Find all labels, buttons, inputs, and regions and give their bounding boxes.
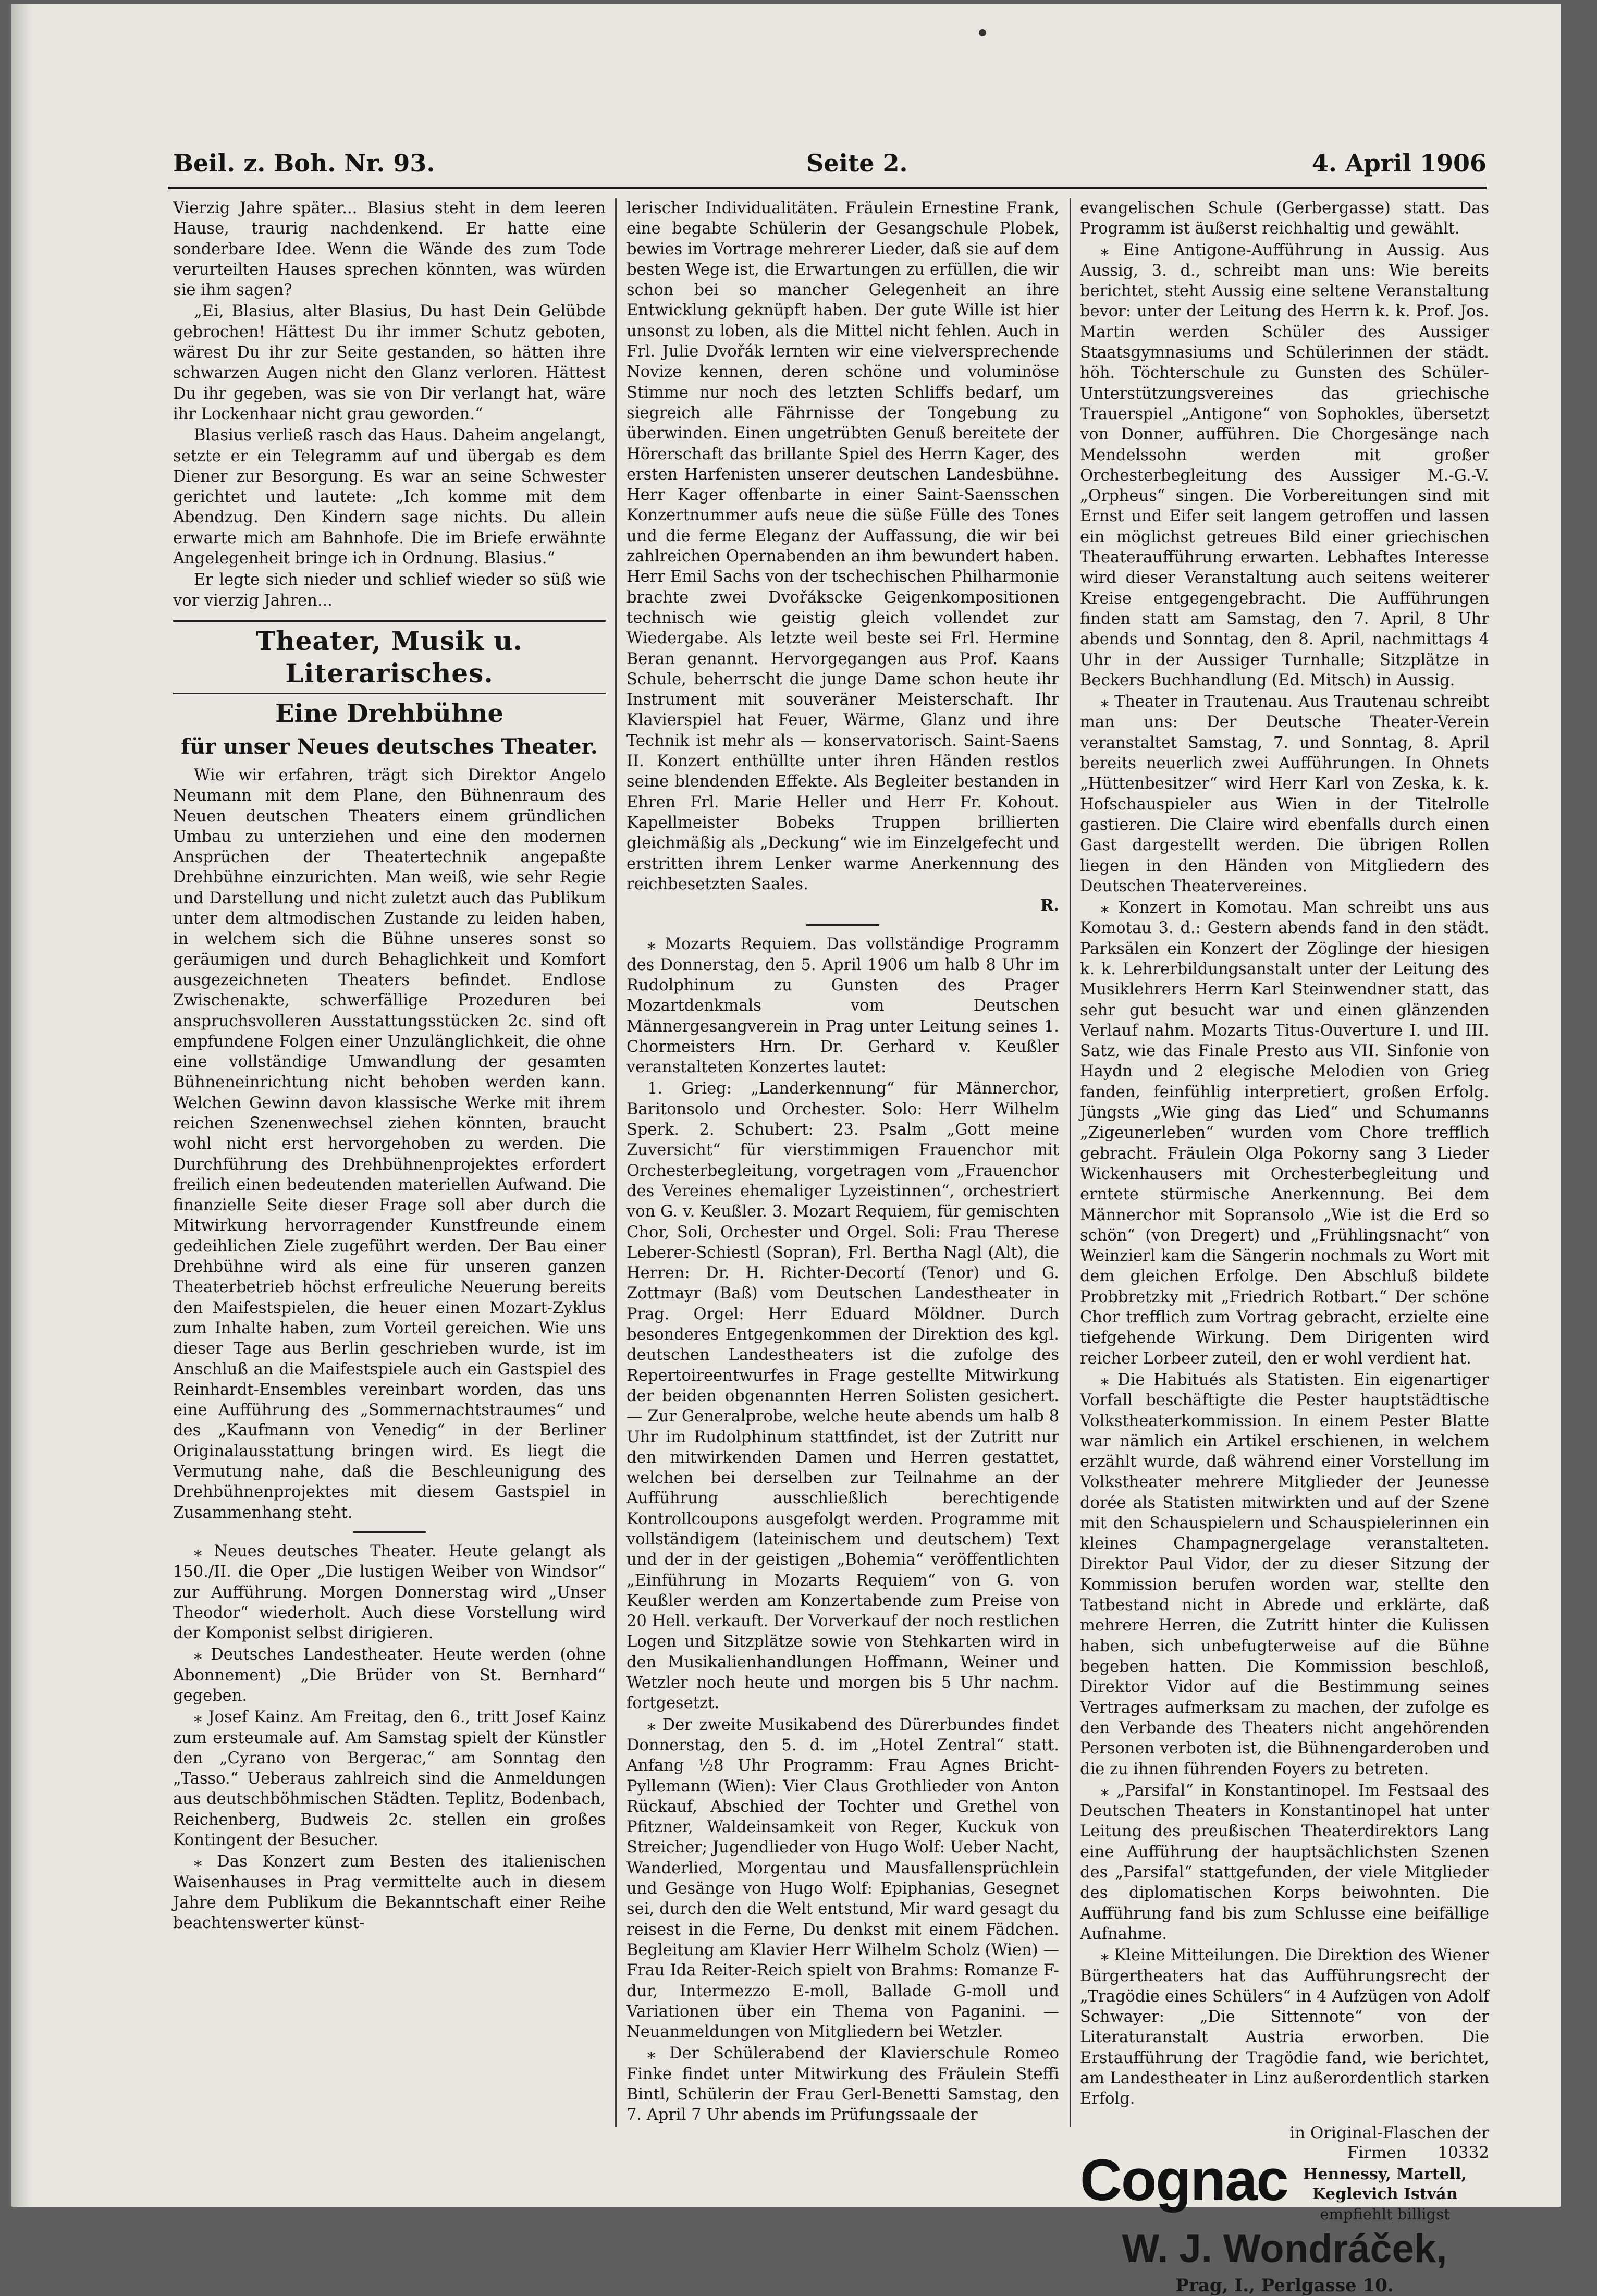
ad-number: 10332 (1438, 2143, 1489, 2162)
news-note: ⁎ Mozarts Requiem. Das vollständige Programm des Donnerstag, den 5. April 1906 um halb 8 Uhr im Rudolphinum zu Gunsten des Prager Mozartdenkmals vom Deutschen Männergesangverein in Prag unter Leitung seines 1. Chormeisters Hrn. Dr. Gerhard v. Keußler veranstalteten Konzertes lautet: (626, 935, 1059, 1077)
ad-merchant-name: W. J. Wondráček, (1122, 2226, 1447, 2271)
newspaper-page (11, 4, 1561, 2296)
story-paragraph: „Ei, Blasius, alter Blasius, Du hast Dein Gelübde gebrochen! Hättest Du ihr immer Schutz geboten, wärest Du ihr zur Seite gestanden, so hätten ihre schwarzen Augen nicht den Glanz verloren. Hättest Du ihr gegeben, was sie von Dir verlangt hat, wäre ihr Lockenhaar nicht grau geworden.“ (173, 302, 606, 423)
article-subtitle: für unser Neues deutsches Theater. (181, 734, 598, 759)
header-page-number: Seite 2. (806, 149, 908, 177)
section-title: Theater, Musik u. Literarisches. (173, 620, 606, 694)
news-note: ⁎ Die Habitués als Statisten. Ein eigenartiger Vorfall beschäftigte die Pester hauptstädtische Volkstheaterkommission. In einem Pester Blatte war nämlich ein Artikel erschienen, in welchem erzählt wurde, daß während einer Vorstellung im Volkstheater mehrere Mitglieder der Jeunesse dorée als Statisten mitwirkten und auf der Szene mit den Schauspielern und Schauspielerinnen ein kleines Champagnergelage veranstalteten. Direktor Paul Vidor, der zu dieser Sitzung der Kommission berufen worden war, stellte den Tatbestand nicht in Abrede und erklärte, daß mehrere Herren, die Zutritt hinter die Kulissen haben, sich unbefugterweise auf die Bühne begeben hatten. Die Kommission beschloß, Direktor Vidor auf die Bestimmung seines Vertrages aufmerksam zu machen, der zufolge es den Verbande des Theaters nicht angehörenden Personen verboten ist, die Bühnengarderoben und die zu ihnen führenden Foyers zu betreten. (1080, 1370, 1489, 1778)
column-divider-1 (615, 198, 617, 2127)
page-edge-shadow (11, 4, 32, 2207)
header-issue: Beil. z. Boh. Nr. 93. (173, 149, 435, 177)
ad-cognac-word: Cognac (1080, 2147, 1288, 2213)
news-note: ⁎ Kleine Mitteilungen. Die Direktion des Wiener Bürgertheaters hat das Aufführungsrecht der „Tragödie eines Schülers“ in 4 Aufzügen von Adolf Schwayer: „Die Sittennote“ von der Literaturanstalt Austria erworben. Die Erstaufführung der Tragödie fand, wie berichtet, am Landestheater in Linz außerordentlich starken Erfolg. (1080, 1946, 1489, 2108)
article-title: Eine Drehbühne (275, 698, 504, 728)
story-paragraph: Blasius verließ rasch das Haus. Daheim angelangt, setzte er ein Telegramm auf und übergab es dem Diener zur Besorgung. Es war an seine Schwester gerichtet und lautete: „Ich komme mit dem Abendzug. Den Kindern sage nichts. Du allein erwarte mich am Bahnhofe. Die im Briefe erwähnte Angelegenheit bringe ich in Ordnung. Blasius.“ (173, 426, 606, 568)
news-note: ⁎ Neues deutsches Theater. Heute gelangt als 150./II. die Oper „Die lustigen Weiber von Windsor“ zur Aufführung. Morgen Donnerstag wird „Unser Theodor“ wiederholt. Auch diese Vorstellung wird der Komponist selbst dirigieren. (173, 1542, 606, 1643)
news-note: ⁎ Der zweite Musikabend des Dürerbundes findet Donnerstag, den 5. d. im „Hotel Zentral“ statt. Anfang ½8 Uhr Programm: Frau Agnes Bricht-Pyllemann (Wien): Vier Claus Grothlieder von Anton Rückauf, Abschied der Tochter und Grethel von Pfitzner, Waldeinsamkeit von Reger, Kuckuk von Streicher; Jugendlieder von Hugo Wolf: Ueber Nacht, Wanderlied, Morgentau und Mausfallensprüchlein und Gesänge von Hugo Wolf: Epiphanias, Gesegnet sei, durch den die Welt entstund, Mir ward gesagt du reisest in die Ferne, Du denkst mit einem Fädchen. Begleitung am Klavier Herr Wilhelm Scholz (Wien) — Frau Ida Reiter-Reich spielt von Brahms: Romanze F-dur, Intermezzo E-moll, Ballade G-moll und Variationen über ein Thema von Paganini. — Neuanmeldungen von Mitgliedern bei Wetzler. (626, 1715, 1059, 2042)
news-note: ⁎ Der Schülerabend der Klavierschule Romeo Finke findet unter Mitwirkung des Fräulein Steffi Bintl, Schülerin der Frau Gerl-Benetti Samstag, den 7. April 7 Uhr abends im Prüfungssaale der (626, 2044, 1059, 2125)
story-paragraph: Vierzig Jahre später... Blasius steht in dem leeren Hause, traurig nachdenkend. Er hatte eine sonderbare Idee. Wenn die Wände des zum Tode verurteilten Hauses sprechen könnten, was würden sie ihm sagen? (173, 199, 606, 300)
news-note: ⁎ Deutsches Landestheater. Heute werden (ohne Abonnement) „Die Brüder von St. Bernhard“ gegeben. (173, 1646, 606, 1705)
header-rule (168, 187, 1487, 189)
page-header (173, 149, 1487, 186)
ink-speck (979, 29, 986, 36)
column-divider-2 (1070, 198, 1071, 2127)
article-paragraph: lerischer Individualitäten. Fräulein Ernestine Frank, eine begabte Schülerin der Gesangschule Plobek, bewies im Vortrage mehrerer Lieder, daß sie auf dem besten Wege ist, die Erwartungen zu erfüllen, die wir schon bei so mancher Gelegenheit an ihre Entwicklung geknüpft haben. Der gute Wille ist hier unsonst zu loben, als die Mittel nicht fehlen. Auch in Frl. Julie Dvořák lernten wir eine vielversprechende Novize kennen, deren schöne und voluminöse Stimme nur noch des letzten Schliffs bedarf, um siegreich alle Fährnisse der Tongebung zu überwinden. Einen ungetrübten Genuß bereitete der Hörerschaft das brillante Spiel des Herrn Kager, des ersten Harfenisten unserer deutschen Landesbühne. Herr Kager offenbarte in einer Saint-Saensschen Konzertnummer aufs neue die süße Fülle des Tones und die ferme Eleganz der Auffassung, die wir bei zahlreichen Opernabenden an ihm bewundert haben. Herr Emil Sachs von der tschechischen Philharmonie brachte zwei Dvořákscke Geigenkompositionen technisch wie geistig gleich vollendet zur Wiedergabe. Als letzte weil beste sei Frl. Hermine Beran genannt. Hervorgegangen aus Prof. Kaans Schule, beherrscht die junge Dame schon heute ihr Instrument mit souveräner Meisterschaft. Ihr Klavierspiel hat Feuer, Wärme, Glanz und ihre Technik ist mehr als — konservatorisch. Saint-Saens II. Konzert enthüllte unter ihren Händen restlos seine blendenden Effekte. Als Begleiter bestanden in Ehren Frl. Marie Heller und Herr Fr. Kohout. Kapellmeister Bobeks Truppen brillierten gleichmäßig als „Deckung“ wie im Einzelgefecht und erstritten ihrem Lenker warme Anerkennung des reichbesetzten Saales. (626, 199, 1059, 893)
column-2 (626, 198, 1059, 2179)
ad-firms: Firmen (1347, 2143, 1407, 2162)
ad-recommend: empfiehlt billigst (1320, 2205, 1450, 2223)
news-note: ⁎ Konzert in Komotau. Man schreibt uns aus Komotau 3. d.: Gestern abends fand in den städt. Parksälen ein Konzert der Zöglinge der hiesigen k. k. Lehrerbildungsanstalt unter der Leitung des Musiklehrers Herrn Karl Steinwendner statt, das sehr gut besucht war und einen glänzenden Verlauf nahm. Mozarts Titus-Ouverture I. und III. Satz, wie das Finale Presto aus VII. Sinfonie von Haydn und 2 elegische Melodien von Grieg fanden, feinfühlig interpretiert, großen Erfolg. Jüngsts „Wie ging das Lied“ und Schumanns „Zigeunerleben“ wurden vom Chore trefflich gebracht. Fräulein Olga Pokorny sang 3 Lieder Wickenhausers mit Orchesterbegleitung und erntete stürmische Anerkennung. Bei dem Männerchor mit Sopransolo „Wie ist die Erd so schön“ (von Dregert) und „Frühlingsnacht“ von Weinzierl kam die Sängerin nochmals zu Wort mit dem gleichen Erfolge. Den Abschluß bildete Probbretzky mit „Friedrich Rotbart.“ Der schöne Chor trefflich zum Vortrag gebracht, erzielte eine tiefgehende Wirkung. Dem Dirigenten wird reicher Lorbeer zuteil, den er wohl verdient hat. (1080, 899, 1489, 1368)
ad-brand-line-2: Keglevich István (1312, 2184, 1458, 2203)
author-signature: R. (1040, 896, 1059, 915)
ad-top-line: in Original-Flaschen der (1289, 2123, 1489, 2142)
news-note: ⁎ Das Konzert zum Besten des italienischen Waisenhauses in Prag vermittelte auch in diesem Jahre dem Publikum die Bekanntschaft einer Reihe beachtenswerter künst- (173, 1852, 606, 1933)
column-1 (173, 198, 606, 2179)
article-separator (353, 1531, 426, 1533)
ad-brand-line-1: Hennessy, Martell, (1303, 2165, 1467, 2183)
header-date: 4. April 1906 (1311, 149, 1487, 177)
news-note: ⁎ Theater in Trautenau. Aus Trautenau schreibt man uns: Der Deutsche Theater-Verein veranstaltet Samstag, 7. und Sonntag, 8. April bereits neuerlich zwei Aufführungen. In Ohnets „Hüttenbesitzer“ wird Herr Karl von Zeska, k. k. Hofschauspieler aus Wien in der Titelrolle gastieren. Die Claire wird ebenfalls durch einen Gast dargestellt werden. Die übrigen Rollen liegen in den Händen von Mitgliedern des Deutschen Theatervereines. (1080, 693, 1489, 895)
news-note: ⁎ „Parsifal“ in Konstantinopel. Im Festsaal des Deutschen Theaters in Konstantinopel hat unter Leitung des preußischen Theaterdirektors Lang eine Aufführung der hauptsächlichsten Szenen des „Parsifal“ stattgefunden, der viele Mitglieder des diplomatischen Korps beiwohnten. Die Aufführung fand bis zum Schlusse eine beifällige Aufnahme. (1080, 1781, 1489, 1943)
ad-brands (1281, 2165, 1489, 2224)
column-3 (1080, 198, 1489, 2296)
article-separator (806, 924, 879, 926)
news-note: ⁎ Eine Antigone-Aufführung in Aussig. Aus Aussig, 3. d., schreibt man uns: Wie bereits berichtet, steht Aussig eine seltene Veranstaltung bevor: unter der Leitung des Herrn k. k. Prof. Jos. Martin werden Schüler des Aussiger Staatsgymnasiums und Schülerinnen der städt. höh. Töchterschule zu Gunsten des Schüler-Unterstützungsvereines das griechische Trauerspiel „Antigone“ von Sophokles, übersetzt von Donner, aufführen. Die Chorgesänge nach Mendelssohn werden mit großer Orchesterbegleitung des Aussiger M.-G.-V. „Orpheus“ singen. Die Vorbereitungen sind mit Ernst und Eifer seit langem getroffen und lassen ein möglichst getreues Bild einer griechischen Theateraufführung erwarten. Lebhaftes Interesse wird dieser Veranstaltung auch seitens weiterer Kreise entgegengebracht. Die Aufführungen finden statt am Samstag, den 7. April, 8 Uhr abends und Sonntag, den 8. April, nachmittags 4 Uhr in der Aussiger Turnhalle; Sitzplätze in Beckers Buchhandlung (Ed. Mitsch) in Aussig. (1080, 241, 1489, 690)
article-paragraph: Wie wir erfahren, trägt sich Direktor Angelo Neumann mit dem Plane, den Bühnenraum des Neuen deutschen Theaters einem gründlichen Umbau zu unterziehen und eine den modernen Ansprüchen der Theatertechnik angepaßte Drehbühne einzurichten. Man weiß, wie sehr Regie und Darstellung und nicht zuletzt auch das Publikum unter dem altmodischen Zustande zu leiden haben, in welchem sich die Bühne unseres sonst so geräumigen und durch Behaglichkeit und Komfort ausgezeichneten Theaters befindet. Endlose Zwischenakte, schwerfällige Prozeduren bei anspruchsvolleren Ausstattungsstücken 2c. sind oft empfundene Folgen einer Unzulänglichkeit, die ohne eine vollständige Umwandlung der gesamten Bühneneinrichtung nicht behoben werden kann. Welchen Gewinn davon klassische Werke mit ihrem reichen Szenenwechsel ziehen könnten, braucht wohl nicht erst hervorgehoben zu werden. Die Durchführung des Drehbühnenprojektes erfordert freilich einen bedeutenden materiellen Aufwand. Die finanzielle Seite dieser Frage soll aber durch die Mitwirkung hervorragender Kunstfreunde einem gedeihlichen Ziele zugeführt werden. Der Bau einer Drehbühne wird als eine für unseren ganzen Theaterbetrieb höchst erfreuliche Neuerung bereits den Maifestspielen, die heuer einen Mozart-Zyklus zum Inhalte haben, zum Vorteil gereichen. Wie uns dieser Tage aus Berlin geschrieben wurde, ist im Anschluß an die Maifestspiele auch ein Gastspiel des Reinhardt-Ensembles vereinbart worden, das uns eine Aufführung des „Sommernachtstraumes“ und des „Kaufmann von Venedig“ in der Berliner Originalausstattung bringen wird. Es liegt die Vermutung nahe, daß die Beschleunigung des Drehbühnenprojektes mit diesem Gastspiel in Zusammenhang steht. (173, 766, 606, 1522)
news-note: 1. Grieg: „Landerkennung“ für Männerchor, Baritonsolo und Orchester. Solo: Herr Wilhelm Sperk. 2. Schubert: 23. Psalm „Gott meine Zuversicht“ für vierstimmigen Frauenchor mit Orchesterbegleitung, vorgetragen vom „Frauenchor des Vereines ehemaliger Lyzeistinnen“, orchestriert von G. v. Keußler. 3. Mozart Requiem, für gemischten Chor, Soli, Orchester und Orgel. Soli: Frau Therese Leberer-Schiestl (Sopran), Frl. Bertha Nagl (Alt), die Herren: Dr. H. Richter-Decortí (Tenor) und G. Zottmayr (Baß) vom Deutschen Landestheater in Prag. Orgel: Herr Eduard Möldner. Durch besonderes Entgegenkommen der Direktion des kgl. deutschen Landestheaters ist die zufolge des Repertoireentwurfes in Frage gestellte Mitwirkung der beiden obgenannten Herren Solisten gesichert. — Zur Generalprobe, welche heute abends um halb 8 Uhr im Rudolphinum stattfindet, ist der Zutritt nur den mitwirkenden Damen und Herren gestattet, welchen bei derselben zur Teilnahme an der Aufführung ausschließlich berechtigende Kontrollcoupons ausgefolgt werden. Programme mit vollständigem (lateinischem und deutschem) Text und der in der geistigen „Bohemia“ veröffentlichten „Einführung in Mozarts Requiem“ von G. von Keußler werden am Konzertabende zum Preise von 20 Hell. verkauft. Der Vorverkauf der noch restlichen Logen und Sitzplätze sowie von Stehkarten wird in den Musikalienhandlungen Hoffmann, Weiner und Wetzler noch heute und morgen bis 5 Uhr nachm. fortgesetzt. (626, 1079, 1059, 1713)
ad-address: Prag, I., Perlgasse 10. (1175, 2275, 1394, 2296)
news-note: ⁎ Josef Kainz. Am Freitag, den 6., tritt Josef Kainz zum ersteumale auf. Am Samstag spielt der Künstler den „Cyrano von Bergerac,“ am Sonntag den „Tasso.“ Ueberaus zahlreich sind die Anmeldungen aus deutschböhmischen Städten. Teplitz, Bodenbach, Reichenberg, Budweis 2c. stellen ein großes Kontingent der Besucher. (173, 1708, 606, 1850)
story-paragraph: Er legte sich nieder und schlief wieder so süß wie vor vierzig Jahren... (173, 571, 606, 610)
cognac-advertisement (1080, 2123, 1489, 2295)
news-note: evangelischen Schule (Gerbergasse) statt. Das Programm ist äußerst reichhaltig und gewählt. (1080, 199, 1489, 238)
